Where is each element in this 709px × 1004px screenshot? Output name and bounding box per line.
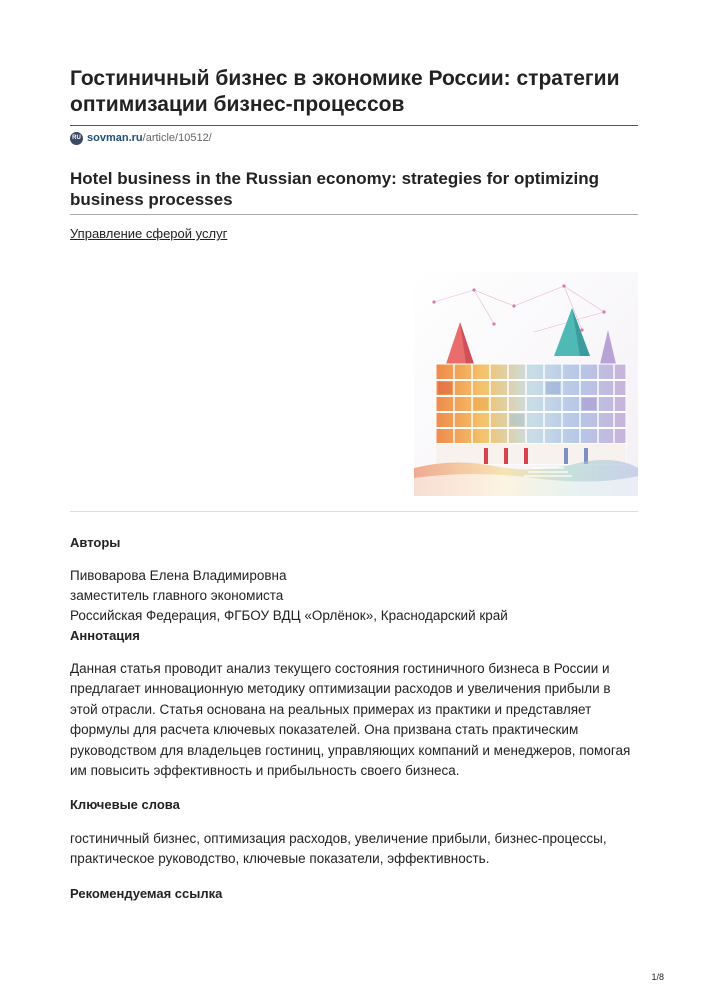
abstract-heading: Аннотация — [70, 628, 140, 643]
source-path[interactable]: /article/10512/ — [142, 132, 212, 144]
keywords-text: гостиничный бизнес, оптимизация расходов, увеличение прибыли, бизнес-процессы, практическое руководство, ключевые показатели, эффективность. — [70, 831, 607, 867]
citation-heading: Рекомендуемая ссылка — [70, 886, 223, 901]
category-link[interactable]: Управление сферой услуг — [70, 226, 228, 241]
keywords-heading: Ключевые слова — [70, 797, 180, 812]
source-domain[interactable]: sovman.ru — [87, 132, 143, 144]
title-divider — [70, 125, 638, 126]
english-title-divider — [70, 214, 638, 215]
authors-heading: Авторы — [70, 535, 121, 550]
site-logo-icon: RU — [70, 132, 83, 145]
page-number: 1/8 — [651, 972, 664, 982]
author-affiliation: Российская Федерация, ФГБОУ ВДЦ «Орлёнок», Краснодарский край — [70, 608, 508, 623]
abstract-text: Данная статья проводит анализ текущего состояния гостиничного бизнеса в России и предлагает инновационную методику оптимизации расходов и увеличения прибыли в этой отрасли. Статья основана на реальных примерах из практики и представляет формулы для расчета ключевых показателей. Она призвана стать практическим руководством для владельцев гостиниц, управляющих компаний и менеджеров, помогая им повысить эффективность и прибыльность своего бизнеса. — [70, 661, 631, 779]
hotel-building-illustration — [414, 272, 638, 496]
author-name: Пивоварова Елена Владимировна — [70, 568, 287, 583]
article-title-en: Hotel business in the Russian economy: strategies for optimizing business processes — [70, 169, 599, 209]
article-title-ru: Гостиничный бизнес в экономике России: стратегии оптимизации бизнес-процессов — [70, 67, 620, 116]
author-position: заместитель главного экономиста — [70, 588, 284, 603]
section-divider — [70, 511, 638, 512]
source-link[interactable] — [70, 130, 212, 146]
